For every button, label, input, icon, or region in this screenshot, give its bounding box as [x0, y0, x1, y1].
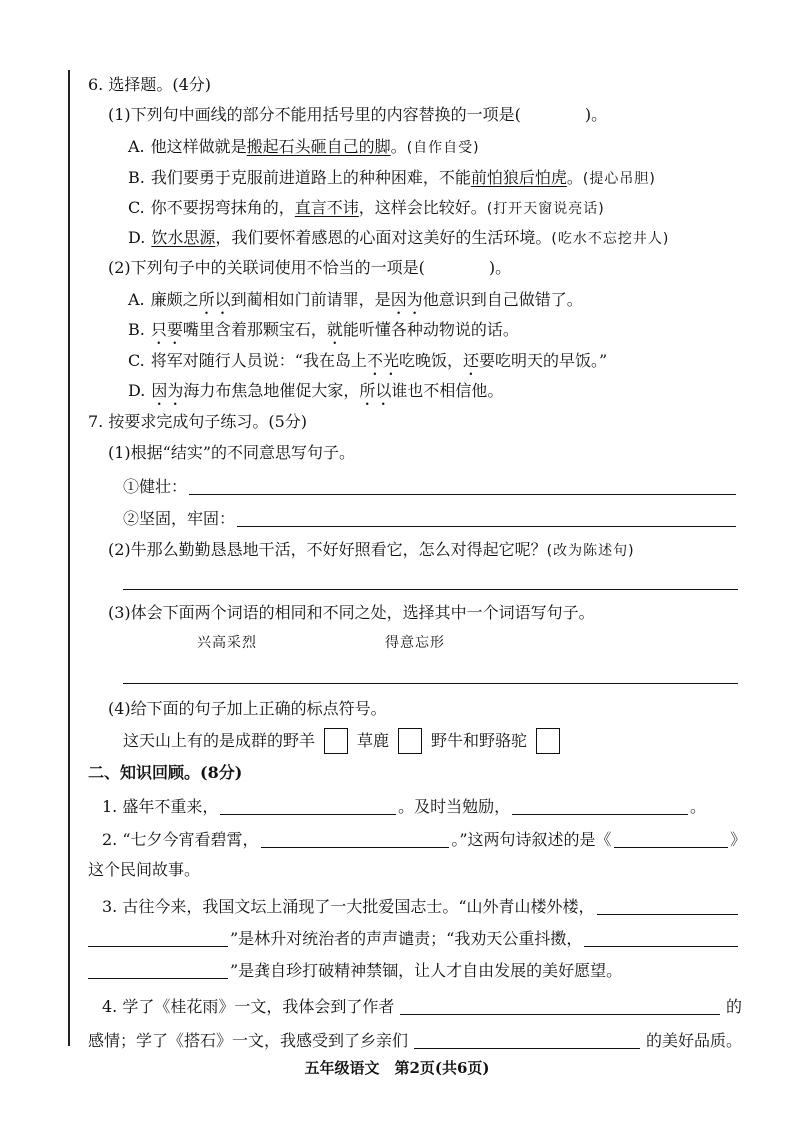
question-text: (2)牛那么勤勤恳恳地干活，不好好照看它，怎么对得起它呢？ [108, 540, 547, 559]
item-label: ①健壮： [123, 477, 188, 496]
q6-part2-option-b [128, 319, 519, 341]
page-footer: 五年级语文 第2页(共6页) [304, 1059, 490, 1077]
option-text: 海力布焦急地催促大家， [183, 381, 360, 400]
q6-part2-option-c [128, 350, 607, 372]
sentence-fragment: 草鹿 [357, 731, 390, 750]
option-text: ，我们要怀着感恩的心面对这美好的生活环境。 [215, 228, 552, 247]
q7-part2-stem [108, 539, 635, 561]
section2-q2-continuation: 这个民间故事。 [88, 860, 201, 879]
q7-part1-stem: (1)根据“结实”的不同意思写句子。 [108, 443, 356, 462]
answer-blank [88, 962, 228, 979]
replacement-note: (自作自受) [406, 140, 480, 156]
question-text: ”是龚自珍打破精神禁锢，让人才自由发展的美好愿望。 [230, 961, 623, 980]
section2-q2 [102, 828, 746, 850]
dotted-conjunction: 就 [326, 320, 343, 339]
margin-rule [68, 70, 70, 1046]
option-text: 他意识到自己做错了。 [422, 290, 583, 309]
answer-blank [400, 998, 720, 1015]
answer-line [123, 683, 738, 684]
answer-blank [189, 478, 736, 495]
q6-part1-option-a [128, 136, 480, 158]
q7-part1-item-2 [123, 507, 738, 529]
q7-part3-stem: (3)体会下面两个词语的相同和不同之处，选择其中一个词语写句子。 [108, 603, 595, 622]
instruction-note: (改为陈述句) [546, 543, 635, 559]
answer-blank [261, 831, 450, 848]
q7-part1-item-1 [123, 475, 738, 497]
punctuation-box [398, 728, 422, 754]
dotted-conjunction: 不光 [366, 351, 399, 370]
question-text: 。及时当勉励， [398, 797, 511, 816]
option-text: 嘴里含着那颗宝石， [182, 320, 327, 339]
q6-part2-option-d [128, 380, 503, 402]
option-text: ，这样会比较好。 [358, 198, 487, 217]
section2-q3-line3 [88, 959, 622, 981]
answer-blank [584, 930, 738, 947]
question-text: 的 [725, 997, 742, 1016]
question-text: 的美好品质。 [645, 1031, 742, 1050]
dotted-conjunction: 因为 [151, 381, 184, 400]
option-text: 吃晚饭， [398, 351, 463, 370]
section2-q3-line1 [102, 895, 740, 917]
question-text: 。”这两句诗叙述的是《 [451, 830, 612, 849]
replacement-note: (提心吊胆) [582, 171, 656, 187]
q6-part1-option-b [128, 167, 656, 189]
answer-blank [88, 930, 228, 947]
option-text: 到蔺相如门前请罪，是 [230, 290, 391, 309]
answer-blank [597, 898, 738, 915]
option-label: B. [128, 320, 145, 339]
underlined-phrase: 直言不讳 [294, 198, 359, 217]
q6-part1-option-d [128, 227, 669, 249]
replacement-note: (吃水不忘挖井人) [551, 231, 670, 247]
option-label: B. [128, 168, 145, 187]
dotted-conjunction: 只要 [150, 320, 183, 339]
question-text: 》 [729, 830, 746, 849]
answer-blank [512, 798, 688, 815]
question-text: 4. 学了《桂花雨》一文，我体会到了作者 [102, 997, 395, 1016]
word-2: 得意忘形 [385, 635, 445, 651]
answer-blank [614, 831, 728, 848]
question-text: 3. 古往今来，我国文坛上涌现了一大批爱国志士。“山外青山楼外楼， [102, 897, 595, 916]
q6-title: 6. 选择题。(4分) [88, 75, 212, 94]
question-text: 感情；学了《搭石》一文，我感受到了乡亲们 [88, 1031, 409, 1050]
sentence-fragment: 这天山上有的是成群的野羊 [123, 731, 316, 750]
question-text: 2. “七夕今宵看碧霄， [102, 830, 259, 849]
option-text: 我们要勇于克服前进道路上的种种困难，不能 [150, 168, 471, 187]
option-text: 将军对随行人员说：“我在岛上 [150, 351, 367, 370]
option-text: 能听懂各种动物说的话。 [342, 320, 519, 339]
word-1: 兴高采烈 [197, 635, 257, 651]
option-text: 廉颇之 [150, 290, 199, 309]
option-label: A. [128, 137, 145, 156]
punctuation-box [536, 728, 560, 754]
answer-blank [414, 1032, 640, 1049]
q7-title: 7. 按要求完成句子练习。(5分) [88, 412, 308, 431]
q6-part1-option-c [128, 197, 605, 219]
section2-title: 二、知识回顾。(8分) [88, 763, 243, 782]
q6-part2-stem: (2)下列句子中的关联词使用不恰当的一项是( )。 [108, 258, 512, 277]
section2-q4-line2 [88, 1029, 742, 1051]
option-label: D. [128, 228, 146, 247]
dotted-conjunction: 还 [462, 351, 479, 370]
sentence-fragment: 野牛和野骆驼 [431, 731, 528, 750]
answer-blank [220, 798, 396, 815]
option-text: 他这样做就是 [150, 137, 247, 156]
option-text: 要吃明天的早饭。” [479, 351, 608, 370]
dotted-conjunction: 因为 [390, 290, 423, 309]
option-text: 谁也不相信他。 [391, 381, 504, 400]
q6-part1-stem: (1)下列句中画线的部分不能用括号里的内容替换的一项是( )。 [108, 105, 608, 124]
option-text: 。 [566, 168, 583, 187]
underlined-phrase: 前怕狼后怕虎 [470, 168, 567, 187]
option-label: D. [128, 381, 146, 400]
answer-line [123, 589, 738, 590]
option-label: C. [128, 351, 145, 370]
question-text: 1. 盛年不重来， [102, 797, 219, 816]
dotted-conjunction: 所以 [359, 381, 392, 400]
answer-blank [237, 510, 736, 527]
dotted-conjunction: 所以 [198, 290, 231, 309]
option-text: 你不要拐弯抹角的， [150, 198, 295, 217]
underlined-phrase: 饮水思源 [151, 228, 216, 247]
q6-part2-option-a [128, 289, 583, 311]
section2-q4-line1 [102, 995, 742, 1017]
q7-part4-stem: (4)给下面的句子加上正确的标点符号。 [108, 699, 387, 718]
replacement-note: (打开天窗说亮话) [486, 201, 605, 217]
punctuation-sentence [123, 726, 569, 756]
underlined-phrase: 搬起石头砸自己的脚 [246, 137, 391, 156]
option-label: A. [128, 290, 145, 309]
item-label: ②坚固，牢固： [123, 509, 236, 528]
section2-q1 [102, 795, 706, 817]
question-text: 。 [690, 797, 707, 816]
question-text: ”是林升对统治者的声声谴责；“我劝天公重抖擞， [230, 929, 583, 948]
option-text: 。 [390, 137, 407, 156]
section2-q3-line2 [88, 927, 740, 949]
option-label: C. [128, 198, 145, 217]
punctuation-box [324, 728, 348, 754]
